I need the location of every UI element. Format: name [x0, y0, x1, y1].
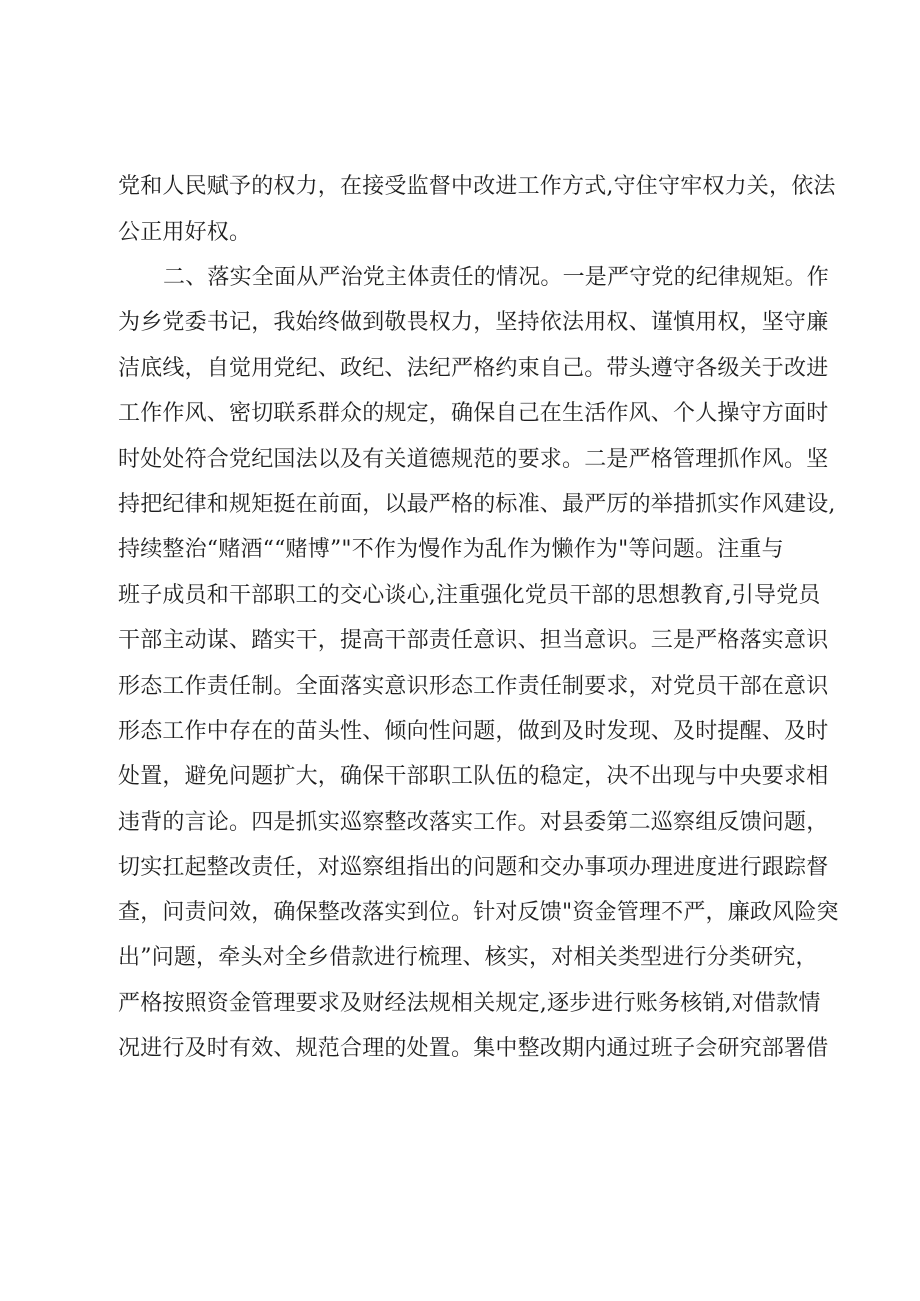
- paragraph-2-line-16: 出”问题，牵头对全乡借款进行梳理、核实，对相关类型进行分类研究，: [118, 945, 818, 970]
- paragraph-2-line-12: 处置，避免问题扩大，确保干部职工队伍的稳定，决不出现与中央要求相: [118, 764, 829, 789]
- paragraph-2-line-15: 查，问责问效，确保整改落实到位。针对反馈"资金管理不严，廉政风险突: [118, 900, 839, 925]
- paragraph-2-line-10: 形态工作责任制。全面落实意识形态工作责任制要求，对党员干部在意识: [118, 674, 829, 699]
- paragraph-2-line-17: 严格按照资金管理要求及财经法规相关规定,逐步进行账务核销,对借款情: [118, 991, 821, 1016]
- paragraph-2-line-8: 班子成员和干部职工的交心谈心,注重强化党员干部的思想教育,引导党员: [118, 583, 821, 608]
- paragraph-2-line-4: 工作作风、密切联系群众的规定，确保自己在生活作风、个人操守方面时: [118, 401, 829, 426]
- paragraph-2-line-18: 况进行及时有效、规范合理的处置。集中整改期内通过班子会研究部署借: [118, 1036, 829, 1061]
- paragraph-2-line-14: 切实扛起整改责任，对巡察组指出的问题和交办事项办理进度进行跟踪督: [118, 855, 829, 880]
- paragraph-2-line-7: 持续整治“赌酒““赌博”"不作为慢作为乱作为懒作为"等问题。注重与: [118, 537, 784, 562]
- paragraph-2-line-13: 违背的言论。四是抓实巡察整改落实工作。对县委第二巡察组反馈问题，: [118, 810, 829, 835]
- paragraph-2-line-11: 形态工作中存在的苗头性、倾向性问题，做到及时发现、及时提醒、及时: [118, 719, 829, 744]
- paragraph-2-line-5: 时处处符合党纪国法以及有关道德规范的要求。二是严格管理抓作风。坚: [118, 447, 829, 472]
- paragraph-2-line-3: 洁底线，自觉用党纪、政纪、法纪严格约束自己。带头遵守各级关于改进: [118, 356, 829, 381]
- paragraph-2-line-9: 干部主动谋、踏实干，提高干部责任意识、担当意识。三是严格落实意识: [118, 628, 829, 653]
- paragraph-2-line-6: 持把纪律和规矩挺在前面，以最严格的标准、最严厉的举措抓实作风建设,: [118, 492, 836, 517]
- paragraph-2-line-1: 二、落实全面从严治党主体责任的情况。一是严守党的纪律规矩。作: [163, 265, 830, 290]
- paragraph-1-line-2: 公正用好权。: [118, 220, 252, 245]
- paragraph-2-line-2: 为乡党委书记，我始终做到敬畏权力，坚持依法用权、谨慎用权，坚守廉: [118, 310, 829, 335]
- paragraph-1-line-1: 党和人民赋予的权力，在接受监督中改进工作方式,守住守牢权力关，依法: [118, 174, 836, 199]
